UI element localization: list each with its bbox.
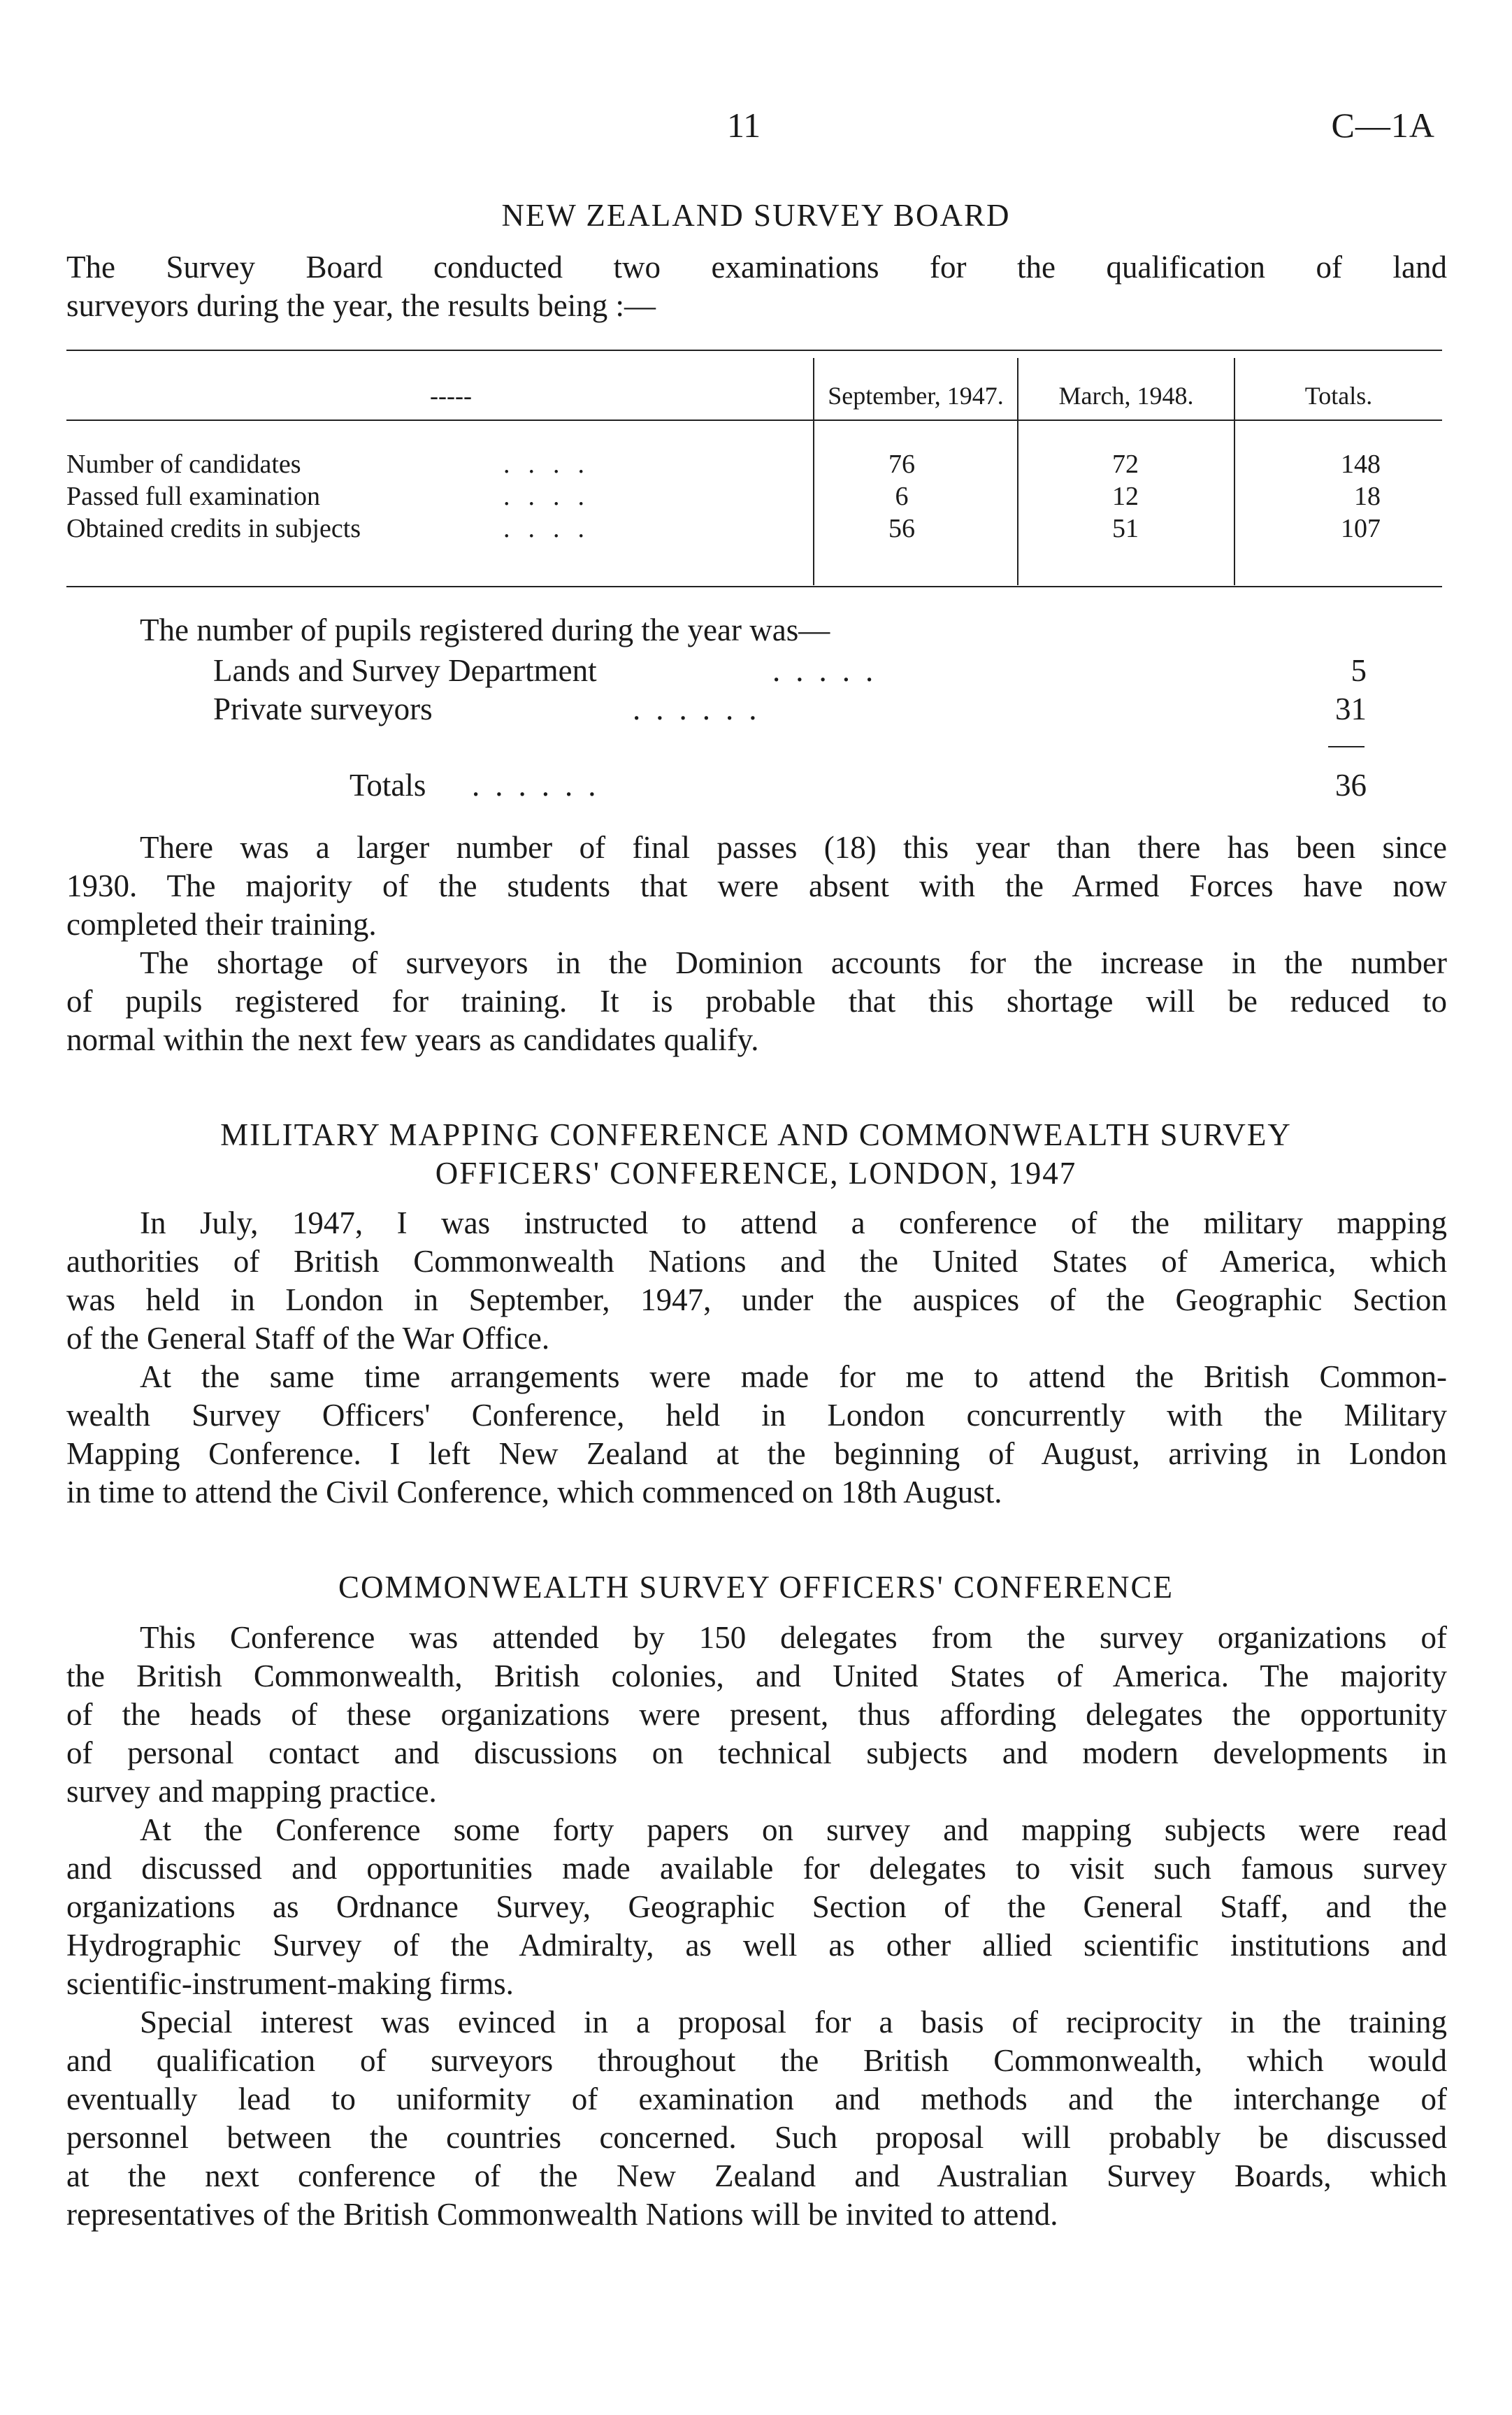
text-line: wealth Survey Officers' Conference, held in London concurrently with the Military <box>66 1398 1447 1433</box>
text-line: 1930. The majority of the students that were absent with the Armed Forces have now <box>66 868 1447 903</box>
cell-mar-candidates: 72 <box>1112 450 1139 479</box>
text-line: Special interest was evinced in a proposal for a basis of reciprocity in the training <box>140 2005 1447 2040</box>
leader-dots: .... <box>503 514 603 543</box>
text-line: was held in London in September, 1947, under the auspices of the Geographic Section <box>66 1282 1447 1317</box>
table-rule <box>66 586 1442 587</box>
cell-sep-credits: 56 <box>888 514 915 543</box>
text-line: At the same time arrangements were made for me to attend the British Common- <box>140 1359 1447 1394</box>
column-header-september: September, 1947. <box>828 382 1004 410</box>
cell-total-credits: 107 <box>1341 514 1381 543</box>
cell-total-candidates: 148 <box>1341 450 1381 479</box>
column-header-march: March, 1948. <box>1058 382 1194 410</box>
exam-results-table <box>66 350 1442 587</box>
row-label-candidates: Number of candidates <box>66 450 301 479</box>
text-line: completed their training. <box>66 907 377 942</box>
text-line: of pupils registered for training. It is probable that this shortage will be reduced to <box>66 984 1447 1019</box>
cell-mar-passed: 12 <box>1112 482 1139 511</box>
text-line: of the General Staff of the War Office. <box>66 1321 550 1356</box>
column-header-totals: Totals. <box>1304 382 1373 410</box>
text-line: Hydrographic Survey of the Admiralty, as well as other allied scientific institutions and <box>66 1928 1447 1963</box>
pupils-item-value: 31 <box>1335 691 1367 726</box>
page-number: 11 <box>727 106 761 145</box>
sum-rule <box>1328 746 1365 747</box>
text-line: in time to attend the Civil Conference, which commenced on 18th August. <box>66 1475 1002 1510</box>
commonwealth-paragraph-2 <box>66 1811 1447 2003</box>
text-line: normal within the next few years as candidates qualify. <box>66 1022 759 1057</box>
text-line: This Conference was attended by 150 delegates from the survey organizations of <box>140 1620 1447 1655</box>
commonwealth-paragraph-3 <box>66 2003 1447 2234</box>
military-mapping-paragraph-1 <box>66 1204 1447 1358</box>
section-title-survey-board: NEW ZEALAND SURVEY BOARD <box>501 198 1011 233</box>
final-passes-paragraph <box>66 829 1447 944</box>
row-label-credits: Obtained credits in subjects <box>66 514 361 543</box>
pupils-total-value: 36 <box>1335 768 1367 803</box>
column-header-blank: ----- <box>430 382 472 410</box>
pupils-intro: The number of pupils registered during the year was— <box>140 612 830 647</box>
text-line: Mapping Conference. I left New Zealand at the beginning of August, arriving in London <box>66 1436 1447 1471</box>
leader-dots: ...... <box>633 691 772 726</box>
cell-sep-passed: 6 <box>895 482 909 511</box>
text-line: and qualification of surveyors throughout the British Commonwealth, which would <box>66 2043 1447 2078</box>
commonwealth-paragraph-1 <box>66 1619 1447 1811</box>
text-line: The shortage of surveyors in the Dominion accounts for the increase in the number <box>140 945 1447 980</box>
text-line: survey and mapping practice. <box>66 1774 437 1809</box>
military-mapping-paragraph-2 <box>66 1358 1447 1512</box>
text-line: of personal contact and discussions on technical subjects and modern developments in <box>66 1735 1447 1770</box>
text-line: At the Conference some forty papers on survey and mapping subjects were read <box>140 1812 1447 1847</box>
text-line: There was a larger number of final passes (18) this year than there has been since <box>140 830 1447 865</box>
section-title-military-mapping-line2: OFFICERS' CONFERENCE, LONDON, 1947 <box>435 1156 1077 1191</box>
leader-dots: ..... <box>772 653 889 688</box>
text-line: organizations as Ordnance Survey, Geographic Section of the General Staff, and the <box>66 1889 1447 1924</box>
cell-total-passed: 18 <box>1354 482 1381 511</box>
pupils-total-label: Totals <box>350 768 426 803</box>
leader-dots: .... <box>503 482 603 511</box>
document-reference: C—1A <box>1331 106 1435 145</box>
text-line: surveyors during the year, the results being :— <box>66 288 656 323</box>
text-line: scientific-instrument-making firms. <box>66 1966 514 2001</box>
pupils-item-label: Lands and Survey Department <box>213 653 597 688</box>
text-line: representatives of the British Commonwealth Nations will be invited to attend. <box>66 2197 1058 2232</box>
shortage-paragraph <box>66 944 1447 1059</box>
text-line: and discussed and opportunities made available for delegates to visit such famous survey <box>66 1851 1447 1886</box>
table-rule <box>66 420 1442 421</box>
text-line: The Survey Board conducted two examinations for the qualification of land <box>66 250 1447 285</box>
cell-mar-credits: 51 <box>1112 514 1139 543</box>
text-line: of the heads of these organizations were present, thus affording delegates the opportunity <box>66 1697 1447 1732</box>
text-line: In July, 1947, I was instructed to attend a conference of the military mapping <box>140 1205 1447 1240</box>
cell-sep-candidates: 76 <box>888 450 915 479</box>
text-line: personnel between the countries concerned. Such proposal will probably be discussed <box>66 2120 1447 2155</box>
text-line: the British Commonwealth, British colonies, and United States of America. The majority <box>66 1658 1447 1693</box>
text-line: authorities of British Commonwealth Nations and the United States of America, which <box>66 1244 1447 1279</box>
row-label-passed: Passed full examination <box>66 482 321 511</box>
text-line: at the next conference of the New Zealand and Australian Survey Boards, which <box>66 2158 1447 2193</box>
table-rule <box>66 350 1442 351</box>
survey-board-intro <box>66 248 1447 325</box>
text-line: eventually lead to uniformity of examination and methods and the interchange of <box>66 2081 1447 2116</box>
section-title-military-mapping-line1: MILITARY MAPPING CONFERENCE AND COMMONWEALTH SURVEY <box>220 1117 1292 1152</box>
leader-dots: .... <box>503 450 603 479</box>
pupils-item-value: 5 <box>1351 653 1367 688</box>
section-title-commonwealth-conference: COMMONWEALTH SURVEY OFFICERS' CONFERENCE <box>338 1570 1174 1605</box>
pupils-item-label: Private surveyors <box>213 691 433 726</box>
leader-dots: ...... <box>472 768 612 803</box>
